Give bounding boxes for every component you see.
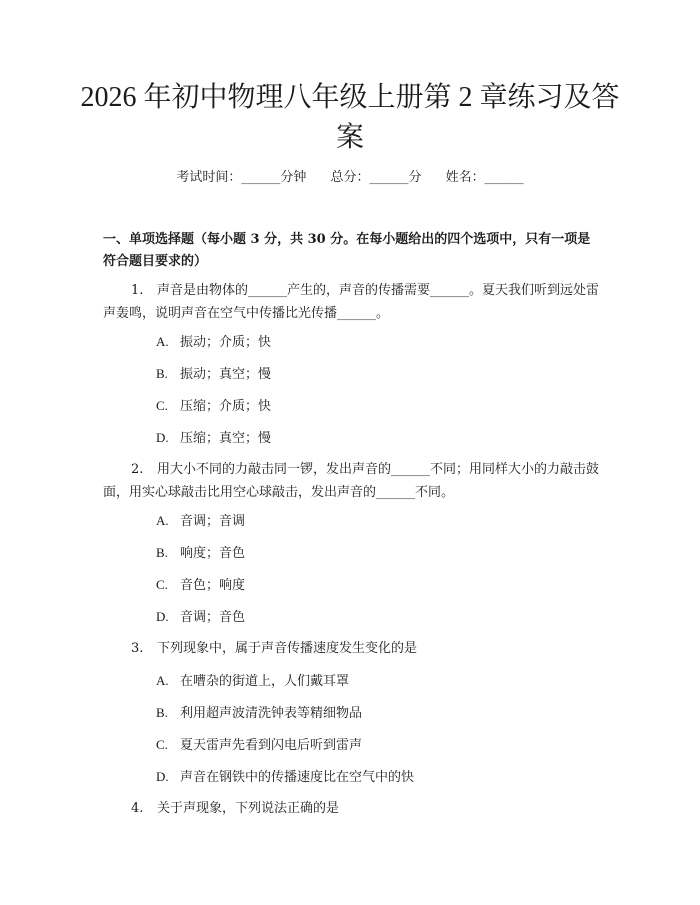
option-1c <box>156 396 596 417</box>
question-text: 下列现象中，属于声音传播速度发生变化的是 <box>157 641 418 656</box>
option-letter: C. <box>156 398 168 413</box>
option-text: 利用超声波清洗钟表等精细物品 <box>180 706 363 721</box>
question-number: 1. <box>131 283 144 298</box>
option-text: 音色；响度 <box>180 578 246 593</box>
option-letter: D. <box>156 609 169 624</box>
question-number: 2. <box>131 462 144 477</box>
option-letter: B. <box>156 545 168 560</box>
page-title: 2026 年初中物理八年级上册第 2 章练习及答案 <box>80 82 620 153</box>
option-1a <box>156 332 596 353</box>
total-score-field: 总分：______分 <box>330 170 422 185</box>
question-text: 声音是由物体的______产生的，声音的传播需要______。夏天我们听到远处雷声轰鸣，说明声音在空气中传播比光传播______。 <box>103 283 600 321</box>
option-text: 振动；介质；快 <box>180 335 272 350</box>
section-heading: 一、单项选择题（每小题 3 分，共 30 分。在每小题给出的四个选项中，只有一项是符合题目要求的） <box>103 232 591 269</box>
question-3 <box>103 637 603 660</box>
question-text: 关于声现象，下列说法正确的是 <box>157 801 340 816</box>
option-letter: C. <box>156 577 168 592</box>
question-number: 4. <box>131 801 144 816</box>
option-text: 压缩；真空；慢 <box>180 431 272 446</box>
option-3c <box>156 735 596 756</box>
option-text: 压缩；介质；快 <box>180 399 272 414</box>
option-letter: D. <box>156 769 169 784</box>
question-4 <box>103 797 603 820</box>
question-2 <box>103 458 603 504</box>
option-letter: B. <box>156 705 168 720</box>
option-letter: D. <box>156 430 169 445</box>
question-number: 3. <box>131 641 144 656</box>
option-letter: B. <box>156 366 168 381</box>
question-1 <box>103 279 603 325</box>
option-3a <box>156 671 596 692</box>
option-3b <box>156 703 596 724</box>
option-text: 声音在钢铁中的传播速度比在空气中的快 <box>180 770 415 785</box>
option-letter: C. <box>156 737 168 752</box>
option-text: 在嘈杂的街道上，人们戴耳罩 <box>180 674 350 689</box>
option-text: 音调；音调 <box>180 514 246 529</box>
option-1b <box>156 364 596 385</box>
exam-info-line <box>0 168 700 188</box>
option-3d <box>156 767 596 788</box>
option-letter: A. <box>156 513 169 528</box>
option-text: 音调；音色 <box>180 610 246 625</box>
option-text: 振动；真空；慢 <box>180 367 272 382</box>
option-text: 响度；音色 <box>180 546 246 561</box>
question-text: 用大小不同的力敲击同一锣，发出声音的______不同；用同样大小的力敲击鼓面，用实心球敲击比用空心球敲击，发出声音的______不同。 <box>103 462 600 500</box>
option-letter: A. <box>156 673 169 688</box>
option-2b <box>156 543 596 564</box>
option-text: 夏天雷声先看到闪电后听到雷声 <box>180 738 363 753</box>
option-1d <box>156 428 596 449</box>
option-2a <box>156 511 596 532</box>
student-name-field: 姓名：______ <box>445 170 524 185</box>
exam-time-field: 考试时间：______分钟 <box>176 170 307 185</box>
option-2d <box>156 607 596 628</box>
option-2c <box>156 575 596 596</box>
option-letter: A. <box>156 334 169 349</box>
